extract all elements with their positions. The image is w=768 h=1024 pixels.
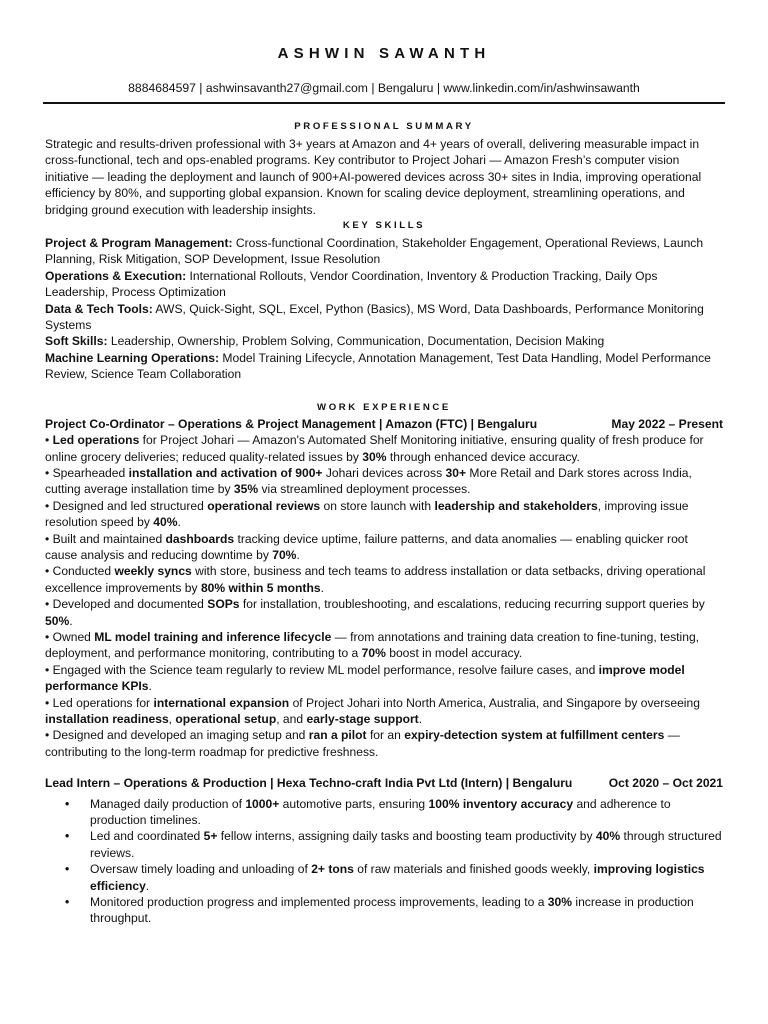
bullet-text: , improving issue resolution speed by [45, 498, 689, 530]
bullet-text: , and [276, 712, 307, 726]
bullet-text: . [69, 613, 73, 628]
bullet-text: automotive parts, ensuring [279, 796, 429, 811]
skills-list [45, 235, 723, 383]
bullet-emphasis: 70% [272, 547, 297, 562]
job-bullet [45, 596, 723, 629]
skill-text: AWS, Quick-Sight, SQL, Excel, Python (Basics), MS Word, Data Dashboards, Performance Monitoring Systems [45, 301, 704, 333]
bullet-emphasis: ran a pilot [308, 728, 367, 743]
bullet-emphasis: 1000+ [245, 796, 280, 811]
section-title-summary: PROFESSIONAL SUMMARY [294, 121, 474, 132]
summary-text: Strategic and results-driven professional with 3+ years at Amazon and 4+ years of overall, delivering measurable impact in cross-functional, tech and ops-enabled programs. Key contributor to Project Johari — Amazon Fresh’s computer vision initiative — leading the deployment and launch of 900+AI-powered devices across 30+ sites in India, improving operational efficiency by 80%, and supporting global expansion. Known for scaling device deployment, streamlining operations, and bridging ground execution with leadership insights. [45, 137, 702, 217]
bullet-text: • Built and maintained [45, 531, 166, 546]
bullet-text: Oversaw timely loading and unloading of [90, 862, 312, 877]
job-bullet [45, 861, 723, 894]
bullet-dot-icon: • [65, 796, 70, 811]
skill-text: Model Training Lifecycle, Annotation Management, Test Data Handling, Model Performance Review, Science Team Collaboration [45, 350, 711, 382]
header-divider [43, 102, 725, 104]
job-bullet [45, 531, 723, 564]
bullet-emphasis: 30% [362, 449, 387, 464]
skill-text: Cross-functional Coordination, Stakeholder Engagement, Operational Reviews, Launch Planning, Risk Mitigation, SOP Development, Issue Resolution [45, 236, 704, 267]
job-header [45, 775, 723, 791]
skill-item [45, 235, 723, 268]
bullet-emphasis: installation and activation of 900+ [128, 465, 323, 480]
bullet-emphasis: improve model performance KPIs [45, 662, 685, 694]
skill-text: International Rollouts, Vendor Coordination, Inventory & Production Tracking, Daily Ops Leadership, Process Optimization [45, 268, 658, 300]
job-header [45, 416, 723, 432]
bullet-emphasis: 30% [547, 895, 573, 910]
bullet-text: — contributing to the long-term roadmap for predictive freshness. [45, 728, 680, 759]
section-title-work: WORK EXPERIENCE [317, 401, 451, 413]
bullet-text: • Spearheaded [45, 465, 129, 480]
bullet-emphasis: 70% [361, 646, 386, 661]
skill-text: Leadership, Ownership, Problem Solving, Communication, Documentation, Decision Making [107, 334, 605, 349]
job-bullet [45, 695, 723, 728]
bullet-text: for Project Johari — Amazon's Automated Shelf Monitoring initiative, ensuring quality of fresh produce for online grocery deliveries; reduced quality-related issues by [45, 433, 704, 464]
bullet-text: Led and coordinated [90, 829, 204, 844]
skill-label: Data & Tech Tools: [45, 301, 153, 316]
skill-item [45, 268, 723, 301]
skill-item [45, 333, 723, 349]
skill-label: Soft Skills: [45, 334, 108, 349]
bullet-text: • Developed and documented [45, 597, 208, 612]
bullet-text: . [145, 878, 150, 893]
bullet-text: — from annotations and training data creation to fine-tuning, testing, deployment, and performance monitoring, contributing to a [45, 629, 700, 661]
bullet-emphasis: ML model training and inference lifecycle [94, 629, 332, 644]
bullet-emphasis: expiry-detection system at fulfillment centers [404, 728, 665, 743]
job-bullet [45, 465, 723, 498]
bullet-text: , [168, 712, 176, 726]
bullet-text: fellow interns, assigning daily tasks and boosting team productivity by [217, 829, 596, 844]
job-bullet [45, 894, 723, 927]
bullet-text: of Project Johari into North America, Australia, and Singapore by overseeing [289, 695, 700, 710]
bullet-emphasis: operational reviews [207, 498, 321, 513]
bullet-dot-icon: • [65, 862, 70, 877]
bullet-emphasis: 40% [595, 829, 621, 844]
bullet-text: tracking device uptime, failure patterns, and data anomalies — enabling quicker root cause analysis and reducing downtime by [45, 531, 688, 562]
bullet-text: • Designed and developed an imaging setup and [45, 728, 309, 743]
bullet-text: . [148, 679, 152, 694]
bullet-text: . [418, 712, 423, 726]
bullet-emphasis: improving logistics efficiency [90, 862, 705, 893]
bullet-text: • Owned [45, 629, 95, 644]
bullet-text: Managed daily production of [90, 796, 246, 811]
job-bullet [45, 727, 723, 760]
bullet-emphasis: operational setup [175, 712, 277, 726]
bullet-text: Monitored production progress and implemented process improvements, leading to a [90, 895, 548, 910]
bullet-emphasis: leadership and stakeholders [434, 498, 598, 513]
bullet-text: for an [366, 728, 405, 743]
bullet-text: of raw materials and finished goods weekly, [353, 862, 594, 877]
bullet-text: . [177, 515, 181, 530]
skill-item [45, 301, 723, 334]
bullet-text: . [296, 547, 300, 562]
job-title: Lead Intern – Operations & Production | Hexa Techno-craft India Pvt Ltd (Intern) | Bengaluru [45, 776, 573, 791]
bullet-emphasis: 30+ [445, 465, 467, 480]
candidate-name: ASHWIN SAWANTH [277, 45, 491, 62]
bullet-emphasis: 100% inventory accuracy [428, 796, 574, 811]
job-dates: May 2022 – Present [611, 416, 723, 431]
bullet-emphasis: 2+ tons [311, 862, 354, 877]
job-bullet-list [45, 432, 723, 760]
bullet-emphasis: early-stage support [306, 712, 419, 726]
section-title-skills: KEY SKILLS [342, 220, 426, 232]
bullet-emphasis: 35% [233, 482, 259, 497]
job-dates: Oct 2020 – Oct 2021 [608, 776, 723, 791]
bullet-text: • Conducted [45, 564, 115, 579]
job-bullet [45, 498, 723, 531]
bullet-emphasis: 80% within 5 months [200, 580, 321, 595]
skill-label: Operations & Execution: [45, 268, 187, 283]
bullet-emphasis: 40% [153, 515, 178, 530]
job-bullet [45, 828, 723, 861]
bullet-dot-icon: • [65, 895, 70, 910]
job-bullet [45, 796, 723, 829]
bullet-text: increase in production throughput. [90, 895, 694, 926]
bullet-emphasis: SOPs [207, 597, 240, 612]
bullet-emphasis: 5+ [203, 829, 218, 844]
bullet-emphasis: international expansion [153, 695, 290, 710]
contact-line: 8884684597 | ashwinsavanth27@gmail.com | Bengaluru | www.linkedin.com/in/ashwinsawanth [128, 81, 640, 95]
bullet-text: and adherence to production timelines. [90, 796, 671, 828]
bullet-emphasis: installation readiness [45, 712, 169, 726]
bullet-text: . [320, 580, 324, 595]
bullet-text: • [45, 433, 53, 448]
bullet-text: through enhanced device accuracy. [386, 449, 580, 464]
bullet-text: through structured reviews. [90, 829, 722, 860]
job-bullet-list [45, 796, 723, 927]
job-title: Project Co-Ordinator – Operations & Project Management | Amazon (FTC) | Bengaluru [45, 416, 538, 431]
skill-item [45, 350, 723, 383]
skill-label: Machine Learning Operations: [45, 350, 220, 365]
bullet-text: • Led operations for [45, 695, 154, 710]
bullet-text: • Designed and led structured [45, 498, 208, 513]
bullet-text: with store, business and tech teams to address installation or data setbacks, driving operational excellence improvements by [45, 564, 706, 595]
bullet-text: for installation, troubleshooting, and escalations, reducing recurring support queries by [239, 597, 705, 612]
bullet-emphasis: Led operations [52, 433, 140, 448]
job-bullet [45, 432, 723, 465]
bullet-text: boost in model accuracy. [385, 646, 523, 661]
bullet-emphasis: dashboards [165, 531, 235, 546]
bullet-dot-icon: • [65, 829, 70, 844]
bullet-emphasis: weekly syncs [114, 564, 192, 579]
bullet-text: on store launch with [320, 498, 435, 513]
skill-label: Project & Program Management: [45, 236, 233, 251]
job-bullet [45, 563, 723, 596]
bullet-text: More Retail and Dark stores across India, cutting average installation time by [45, 465, 692, 497]
job-bullet [45, 662, 723, 695]
bullet-emphasis: 50% [45, 613, 70, 628]
bullet-text: • Engaged with the Science team regularly to review ML model performance, resolve failure cases, and [45, 662, 599, 677]
bullet-text: via streamlined deployment processes. [258, 482, 471, 497]
job-bullet [45, 629, 723, 662]
bullet-text: Johari devices across [322, 465, 446, 480]
